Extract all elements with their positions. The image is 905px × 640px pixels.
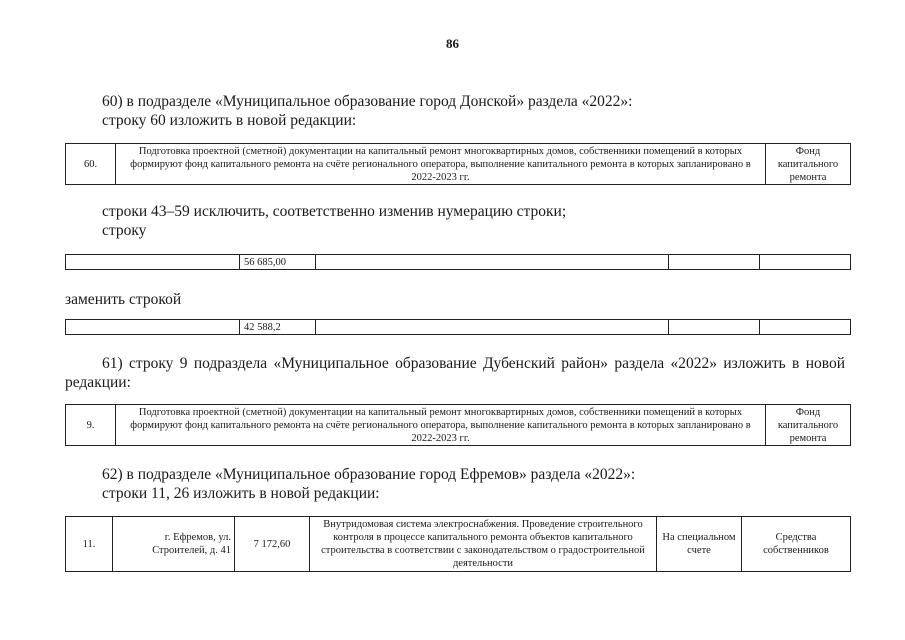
empty-cell — [66, 320, 240, 335]
table-row — [66, 517, 851, 572]
row-number: 60. — [66, 144, 116, 185]
new-amount: 42 588,2 — [240, 320, 316, 335]
table-row-60 — [65, 143, 851, 185]
table-row-11 — [65, 516, 851, 572]
old-amount: 56 685,00 — [240, 255, 316, 270]
table-row — [66, 320, 851, 335]
row-fund: Фонд капитального ремонта — [766, 144, 851, 185]
empty-cell — [316, 320, 669, 335]
page-number: 86 — [446, 36, 459, 51]
row-description: Внутридомовая система электроснабжения. Проведение строительного контроля в процессе капитального ремонта объектов капитального строительства в соответствии с законодательством о градостроительной деятельности — [310, 517, 657, 572]
row-number: 11. — [66, 517, 113, 572]
table-row — [66, 255, 851, 270]
section-62-instruction: строки 11, 26 изложить в новой редакции: — [102, 485, 380, 502]
section-61-heading: 61) строку 9 подраздела «Муниципальное образование Дубенский район» раздела «2022» изложить в новой редакции: — [65, 355, 845, 391]
empty-cell — [316, 255, 669, 270]
replace-label: заменить строкой — [65, 291, 182, 308]
row-fund: Фонд капитального ремонта — [766, 405, 851, 446]
table-row — [66, 144, 851, 185]
table-new-amount — [65, 319, 851, 335]
section-60-exclusion: строки 43–59 исключить, соответственно изменив нумерацию строки; — [102, 203, 567, 220]
table-row-9 — [65, 404, 851, 446]
table-row — [66, 405, 851, 446]
row-amount: 7 172,60 — [235, 517, 310, 572]
row-fund: Средства собственников — [742, 517, 851, 572]
empty-cell — [66, 255, 240, 270]
row-description: Подготовка проектной (сметной) документации на капитальный ремонт многоквартирных домов, собственники помещений в которых формируют фонд капитального ремонта на счёте регионального оператора, выполнение капитального ремонта в которых запланировано в 2022-2023 гг. — [116, 144, 766, 185]
section-60-instruction: строку 60 изложить в новой редакции: — [102, 112, 357, 129]
section-60-heading: 60) в подразделе «Муниципальное образование город Донской» раздела «2022»: — [102, 93, 633, 110]
empty-cell — [669, 255, 760, 270]
empty-cell — [760, 320, 851, 335]
table-old-amount — [65, 254, 851, 270]
empty-cell — [669, 320, 760, 335]
row-number: 9. — [66, 405, 116, 446]
row-account: На специальном счете — [657, 517, 742, 572]
empty-cell — [760, 255, 851, 270]
row-address: г. Ефремов, ул. Строителей, д. 41 — [113, 517, 235, 572]
row-description: Подготовка проектной (сметной) документации на капитальный ремонт многоквартирных домов, собственники помещений в которых формируют фонд капитального ремонта на счёте регионального оператора, выполнение капитального ремонта в которых запланировано в 2022-2023 гг. — [116, 405, 766, 446]
section-62-heading: 62) в подразделе «Муниципальное образование город Ефремов» раздела «2022»: — [102, 466, 636, 483]
section-60-row-label: строку — [102, 222, 147, 239]
